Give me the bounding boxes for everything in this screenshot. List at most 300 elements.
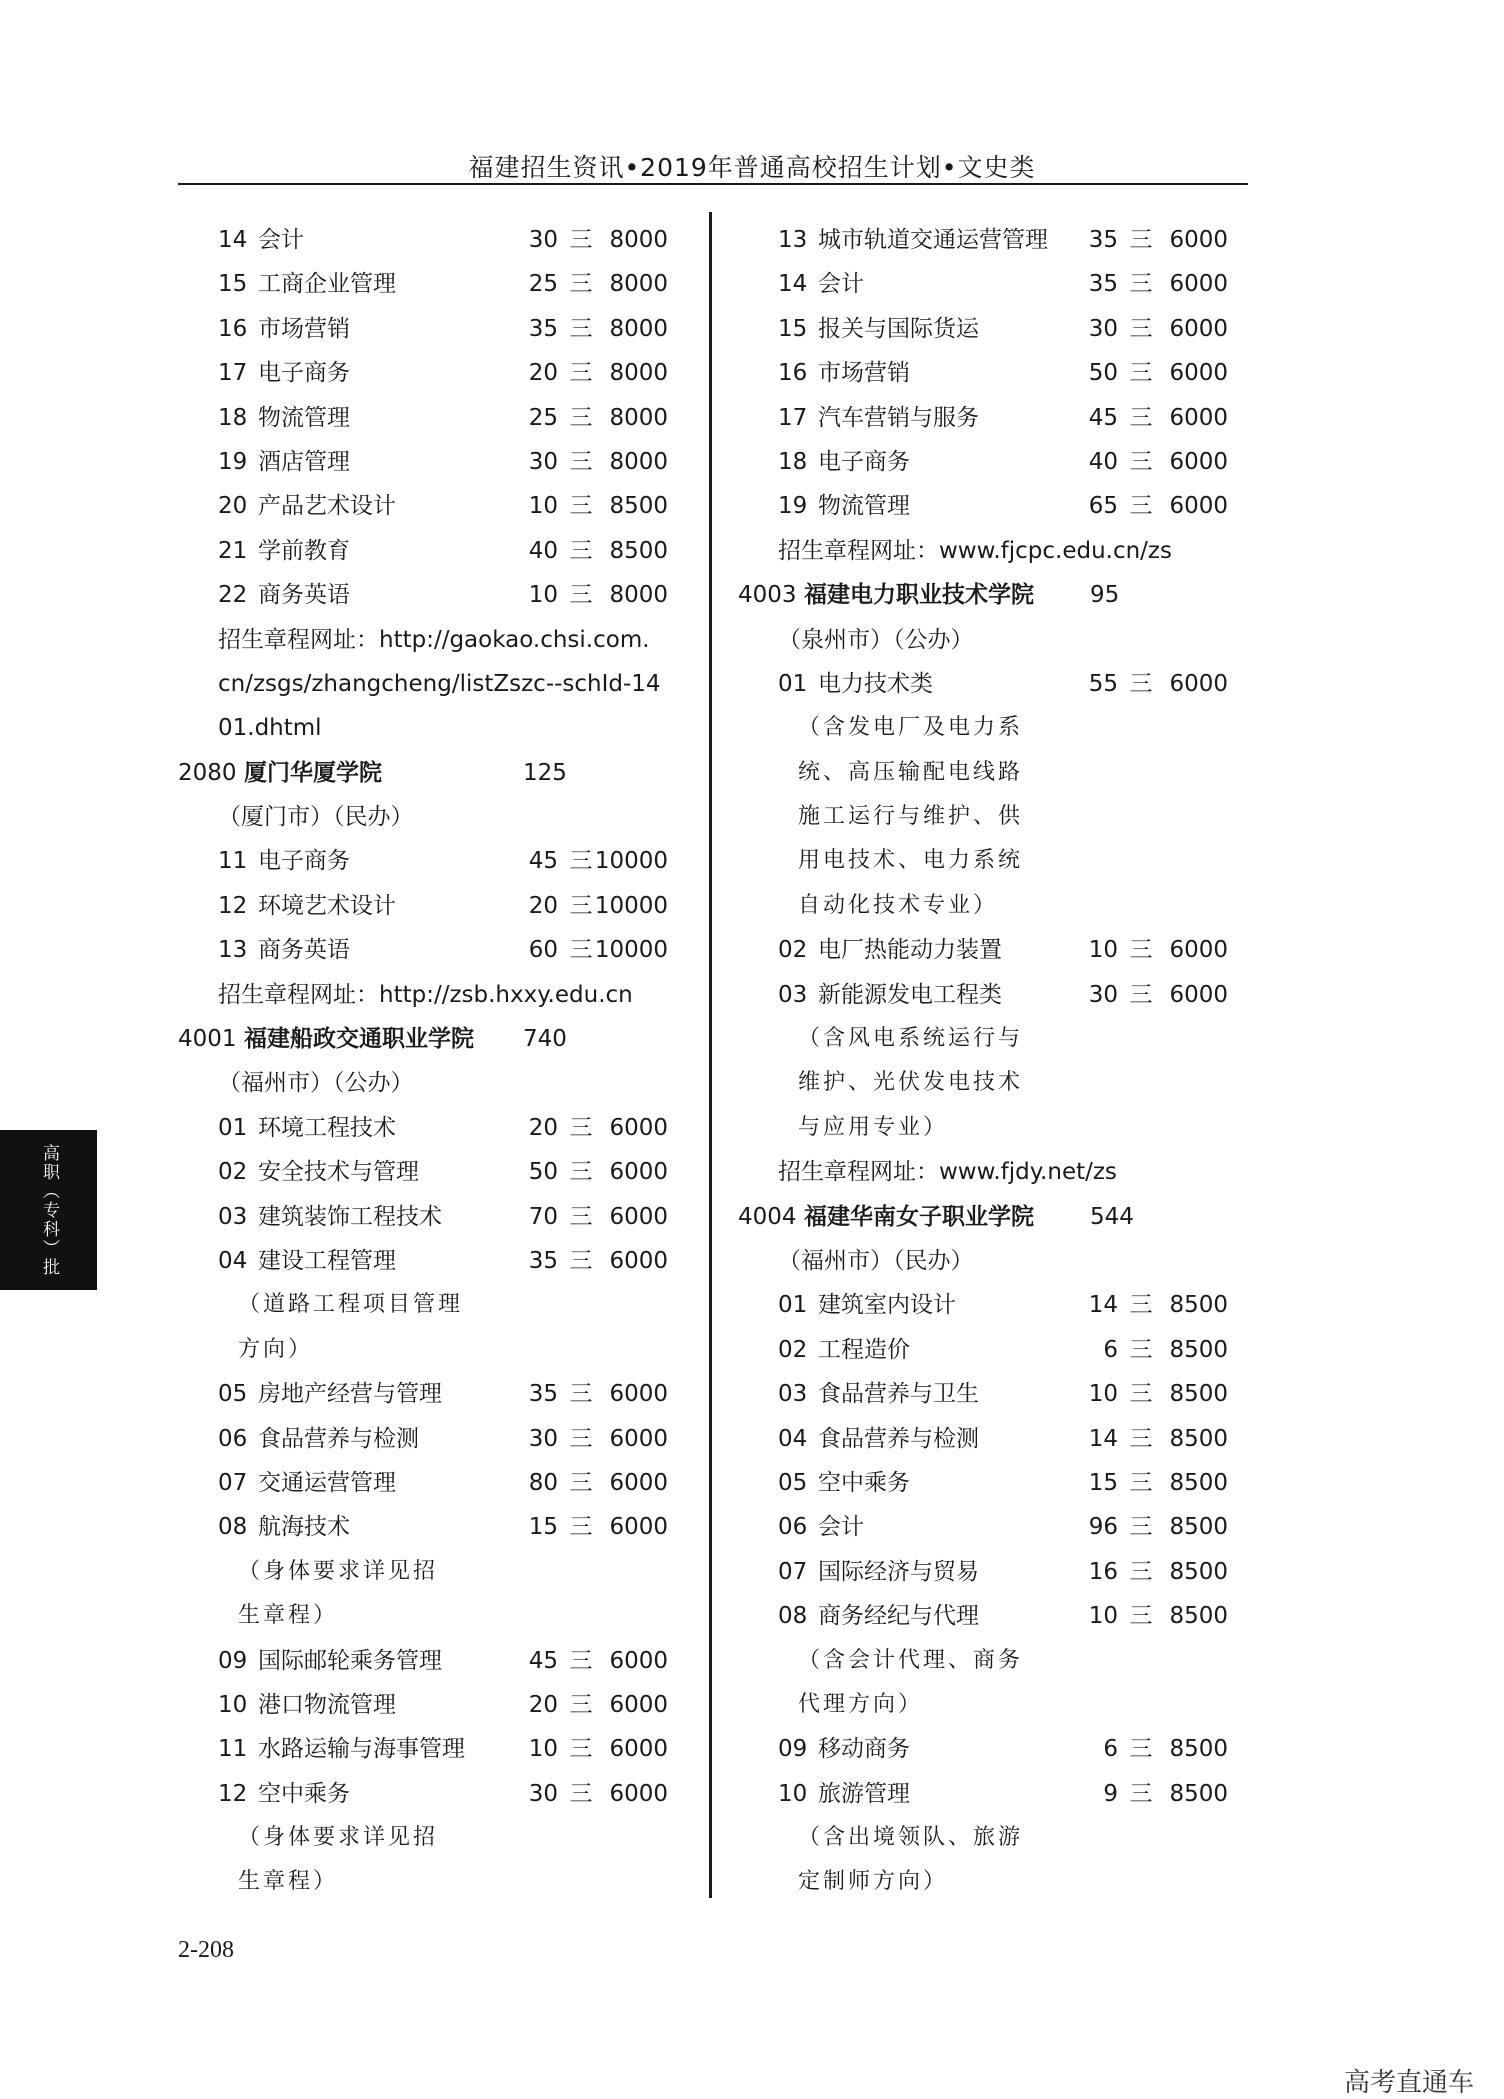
tuition-fee: 8500 (1169, 1469, 1228, 1496)
info-row (738, 1150, 1238, 1194)
major-name: 会计 (818, 1514, 864, 1541)
info-row (178, 1061, 678, 1105)
tuition-fee: 6000 (609, 1514, 668, 1541)
major-code: 02 (778, 1336, 808, 1363)
tuition-fee: 6000 (609, 1780, 668, 1807)
major-name: 物流管理 (818, 493, 910, 520)
plan-count: 45 (528, 1647, 558, 1674)
study-years: 三 (569, 1736, 593, 1763)
tuition-fee: 6000 (609, 1647, 668, 1674)
major-name: 电子商务 (258, 360, 350, 387)
major-code: 22 (218, 582, 248, 609)
major-name: 商务经纪与代理 (818, 1603, 979, 1630)
info-text: 01.dhtml (218, 715, 322, 742)
plan-count: 10 (528, 1736, 558, 1763)
plan-count: 55 (1088, 670, 1118, 697)
info-row (178, 706, 678, 750)
major-name: 市场营销 (818, 360, 910, 387)
school-name: 福建华南女子职业学院 (804, 1203, 1034, 1230)
info-row (738, 529, 1238, 573)
major-code: 20 (218, 493, 248, 520)
study-years: 三 (569, 493, 593, 520)
study-years: 三 (1129, 1336, 1153, 1363)
watermark-text: 高考直通车 (1343, 2068, 1474, 2098)
major-name: 产品艺术设计 (258, 493, 396, 520)
major-note: 与应用专业） (798, 1114, 949, 1140)
info-text: （福州市）（公办） (218, 1070, 414, 1097)
major-code: 09 (218, 1647, 248, 1674)
school-total: 95 (1090, 582, 1120, 609)
study-years: 三 (569, 360, 593, 387)
study-years: 三 (1129, 493, 1153, 520)
study-years: 三 (569, 1780, 593, 1807)
major-name: 商务英语 (258, 582, 350, 609)
major-code: 16 (218, 315, 248, 342)
school-row (178, 1017, 678, 1061)
major-note: 代理方向） (798, 1691, 924, 1717)
info-text: （厦门市）（民办） (218, 804, 414, 831)
major-code: 15 (218, 271, 248, 298)
tuition-fee: 8500 (1169, 1780, 1228, 1807)
tuition-fee: 6000 (1169, 981, 1228, 1008)
major-name: 城市轨道交通运营管理 (818, 227, 1048, 253)
info-row (178, 973, 678, 1017)
major-name: 移动商务 (818, 1736, 910, 1763)
major-row (178, 307, 678, 351)
major-code: 07 (778, 1558, 808, 1585)
major-code: 03 (218, 1203, 248, 1230)
school-row (738, 1195, 1238, 1239)
plan-count: 6 (1103, 1736, 1118, 1763)
study-years: 三 (1129, 1780, 1153, 1807)
major-row (178, 351, 678, 395)
major-note: （道路工程项目管理 (238, 1292, 464, 1318)
note-row (738, 884, 1238, 928)
major-code: 01 (778, 670, 808, 697)
major-row (178, 1417, 678, 1461)
plan-count: 96 (1088, 1514, 1118, 1541)
plan-count: 45 (528, 848, 558, 875)
school-row (738, 573, 1238, 617)
plan-count: 10 (1088, 1603, 1118, 1630)
major-name: 建设工程管理 (258, 1247, 396, 1274)
major-row (738, 1283, 1238, 1327)
major-note: （含风电系统运行与 (798, 1026, 1024, 1052)
note-row (738, 795, 1238, 839)
plan-count: 15 (1088, 1469, 1118, 1496)
major-code: 02 (218, 1159, 248, 1186)
major-name: 市场营销 (258, 315, 350, 342)
tuition-fee: 6000 (609, 1114, 668, 1141)
major-code: 10 (778, 1780, 808, 1807)
major-name: 电子商务 (818, 448, 910, 475)
tuition-fee: 6000 (609, 1203, 668, 1230)
tuition-fee: 6000 (609, 1159, 668, 1186)
plan-count: 10 (528, 582, 558, 609)
plan-count: 20 (528, 360, 558, 387)
study-years: 三 (1129, 1736, 1153, 1763)
major-row (178, 1727, 678, 1771)
major-code: 03 (778, 1381, 808, 1408)
plan-count: 35 (1088, 227, 1118, 253)
major-name: 食品营养与检测 (258, 1425, 419, 1452)
note-row (738, 1639, 1238, 1683)
plan-count: 16 (1088, 1558, 1118, 1585)
major-row (178, 529, 678, 573)
major-note: 定制师方向） (798, 1869, 949, 1895)
tuition-fee: 8000 (609, 404, 668, 431)
plan-count: 35 (528, 315, 558, 342)
school-total: 125 (523, 759, 567, 786)
note-row (738, 839, 1238, 883)
major-code: 08 (218, 1514, 248, 1541)
page-header-title: 福建招生资讯•2019年普通高校招生计划•文史类 (468, 153, 1036, 182)
major-name: 商务英语 (258, 937, 350, 964)
major-row (738, 1772, 1238, 1816)
tuition-fee: 8500 (1169, 1514, 1228, 1541)
info-row (738, 618, 1238, 662)
major-code: 14 (778, 271, 808, 298)
study-years: 三 (1129, 1558, 1153, 1585)
plan-count: 35 (528, 1381, 558, 1408)
tuition-fee: 8500 (1169, 1603, 1228, 1630)
plan-count: 30 (528, 1780, 558, 1807)
plan-count: 9 (1103, 1780, 1118, 1807)
plan-count: 30 (1088, 315, 1118, 342)
tuition-fee: 8500 (1169, 1736, 1228, 1763)
tuition-fee: 8000 (609, 360, 668, 387)
major-name: 酒店管理 (258, 448, 350, 475)
major-row (178, 573, 678, 617)
major-row (738, 1417, 1238, 1461)
note-row (738, 751, 1238, 795)
section-side-tab: 高职（专科）批 (0, 1130, 97, 1290)
major-name: 空中乘务 (818, 1469, 910, 1496)
major-code: 15 (778, 315, 808, 342)
plan-count: 60 (528, 937, 558, 964)
note-row (178, 1328, 678, 1372)
study-years: 三 (1129, 1469, 1153, 1496)
major-code: 08 (778, 1603, 808, 1630)
study-years: 三 (1129, 315, 1153, 342)
major-name: 环境艺术设计 (258, 892, 396, 919)
study-years: 三 (1129, 404, 1153, 431)
major-name: 交通运营管理 (258, 1469, 396, 1496)
tuition-fee: 6000 (1169, 448, 1228, 475)
major-code: 11 (218, 1736, 248, 1763)
major-code: 07 (218, 1469, 248, 1496)
study-years: 三 (569, 404, 593, 431)
tuition-fee: 6000 (609, 1469, 668, 1496)
major-code: 09 (778, 1736, 808, 1763)
tuition-fee: 8000 (609, 448, 668, 475)
info-text: cn/zsgs/zhangcheng/listZszc--schId-14 (218, 670, 661, 697)
major-note: （含发电厂及电力系 (798, 715, 1024, 741)
study-years: 三 (1129, 360, 1153, 387)
note-row (738, 1816, 1238, 1860)
major-code: 01 (218, 1114, 248, 1141)
study-years: 三 (1129, 937, 1153, 964)
note-row (178, 1816, 678, 1860)
major-note: 生章程） (238, 1603, 339, 1629)
major-code: 12 (218, 892, 248, 919)
plan-count: 35 (1088, 271, 1118, 298)
plan-count: 20 (528, 892, 558, 919)
major-name: 电力技术类 (818, 670, 933, 697)
major-row (178, 1505, 678, 1549)
major-row (178, 262, 678, 306)
info-row (178, 618, 678, 662)
major-note: 用电技术、电力系统 (798, 848, 1024, 874)
tuition-fee: 6000 (609, 1381, 668, 1408)
study-years: 三 (569, 1691, 593, 1718)
major-note: （身体要求详见招 (238, 1558, 439, 1584)
major-row (178, 1372, 678, 1416)
major-row (178, 1461, 678, 1505)
info-text: 招生章程网址：www.fjcpc.edu.cn/zs (778, 537, 1172, 564)
major-code: 14 (218, 227, 248, 253)
tuition-fee: 6000 (1169, 670, 1228, 697)
plan-count: 65 (1088, 493, 1118, 520)
major-name: 电厂热能动力装置 (818, 937, 1002, 964)
info-text: 招生章程网址：http://zsb.hxxy.edu.cn (218, 981, 633, 1008)
major-code: 21 (218, 537, 248, 564)
plan-count: 35 (528, 1247, 558, 1274)
study-years: 三 (569, 315, 593, 342)
major-code: 05 (778, 1469, 808, 1496)
study-years: 三 (569, 1647, 593, 1674)
tuition-fee: 6000 (1169, 271, 1228, 298)
study-years: 三 (569, 271, 593, 298)
study-years: 三 (1129, 1603, 1153, 1630)
plan-count: 14 (1088, 1292, 1118, 1319)
major-name: 房地产经营与管理 (258, 1381, 442, 1408)
plan-count: 30 (528, 227, 558, 253)
plan-count: 40 (528, 537, 558, 564)
major-name: 食品营养与卫生 (818, 1381, 979, 1408)
info-row (178, 662, 678, 706)
study-years: 三 (1129, 227, 1153, 253)
major-row (178, 218, 678, 262)
tuition-fee: 6000 (1169, 937, 1228, 964)
study-years: 三 (569, 1247, 593, 1274)
tuition-fee: 6000 (1169, 227, 1228, 253)
tuition-fee: 8500 (609, 537, 668, 564)
major-name: 建筑装饰工程技术 (258, 1203, 442, 1230)
major-row (738, 1727, 1238, 1771)
school-code: 4001 (178, 1026, 237, 1053)
major-code: 04 (218, 1247, 248, 1274)
plan-count: 20 (528, 1691, 558, 1718)
major-row (178, 1683, 678, 1727)
major-row (178, 440, 678, 484)
major-row (738, 396, 1238, 440)
info-text: 招生章程网址：http://gaokao.chsi.com. (218, 626, 650, 653)
study-years: 三 (1129, 1292, 1153, 1319)
tuition-fee: 8500 (1169, 1558, 1228, 1585)
plan-count: 50 (1088, 360, 1118, 387)
tuition-fee: 8500 (1169, 1292, 1228, 1319)
study-years: 三 (569, 1381, 593, 1408)
note-row (178, 1283, 678, 1327)
major-note: 方向） (238, 1336, 314, 1362)
info-text: （福州市）（民办） (778, 1247, 974, 1274)
major-name: 工程造价 (818, 1336, 910, 1363)
major-code: 02 (778, 937, 808, 964)
major-row (738, 440, 1238, 484)
info-row (738, 1239, 1238, 1283)
major-name: 工商企业管理 (258, 271, 396, 298)
major-code: 18 (778, 448, 808, 475)
study-years: 三 (569, 848, 593, 875)
major-row (178, 1106, 678, 1150)
major-note: 生章程） (238, 1869, 339, 1895)
column-divider (709, 212, 712, 1898)
school-code: 4003 (738, 582, 797, 609)
school-total: 740 (523, 1026, 567, 1053)
tuition-fee: 8500 (609, 493, 668, 520)
study-years: 三 (569, 1159, 593, 1186)
tuition-fee: 8000 (609, 315, 668, 342)
major-note: 统、高压输配电线路 (798, 759, 1024, 785)
note-row (738, 1860, 1238, 1904)
major-name: 空中乘务 (258, 1780, 350, 1807)
major-code: 03 (778, 981, 808, 1008)
major-name: 物流管理 (258, 404, 350, 431)
tuition-fee: 10000 (594, 937, 668, 964)
tuition-fee: 6000 (1169, 360, 1228, 387)
major-row (738, 1550, 1238, 1594)
info-row (178, 795, 678, 839)
study-years: 三 (569, 1514, 593, 1541)
plan-count: 25 (528, 271, 558, 298)
plan-count: 10 (1088, 1381, 1118, 1408)
note-row (738, 706, 1238, 750)
info-text: 招生章程网址：www.fjdy.net/zs (778, 1159, 1117, 1186)
left-column (178, 218, 678, 1905)
major-code: 19 (218, 448, 248, 475)
tuition-fee: 8500 (1169, 1381, 1228, 1408)
plan-count: 40 (1088, 448, 1118, 475)
major-row (738, 218, 1238, 262)
major-code: 06 (218, 1425, 248, 1452)
major-row (738, 1594, 1238, 1638)
study-years: 三 (569, 937, 593, 964)
note-row (178, 1594, 678, 1638)
major-name: 安全技术与管理 (258, 1159, 419, 1186)
plan-count: 6 (1103, 1336, 1118, 1363)
school-row (178, 751, 678, 795)
major-code: 10 (218, 1691, 248, 1718)
major-name: 食品营养与检测 (818, 1425, 979, 1452)
major-row (178, 884, 678, 928)
major-code: 17 (778, 404, 808, 431)
major-row (738, 1328, 1238, 1372)
tuition-fee: 6000 (609, 1425, 668, 1452)
major-name: 国际邮轮乘务管理 (258, 1647, 442, 1674)
study-years: 三 (1129, 670, 1153, 697)
major-note: 维护、光伏发电技术 (798, 1070, 1024, 1096)
major-code: 18 (218, 404, 248, 431)
major-row (738, 1461, 1238, 1505)
major-row (738, 307, 1238, 351)
header-rule (178, 183, 1248, 185)
major-row (738, 1372, 1238, 1416)
study-years: 三 (569, 892, 593, 919)
tuition-fee: 8000 (609, 582, 668, 609)
major-name: 会计 (258, 227, 304, 253)
school-name: 厦门华厦学院 (244, 759, 382, 786)
plan-count: 45 (1088, 404, 1118, 431)
study-years: 三 (1129, 448, 1153, 475)
major-name: 国际经济与贸易 (818, 1558, 979, 1585)
major-row (738, 1505, 1238, 1549)
major-name: 新能源发电工程类 (818, 981, 1002, 1008)
study-years: 三 (569, 448, 593, 475)
study-years: 三 (569, 1203, 593, 1230)
major-name: 旅游管理 (818, 1780, 910, 1807)
tuition-fee: 8000 (609, 271, 668, 298)
major-row (738, 351, 1238, 395)
school-total: 544 (1090, 1203, 1134, 1230)
major-row (178, 396, 678, 440)
school-code: 2080 (178, 759, 237, 786)
major-code: 13 (218, 937, 248, 964)
major-name: 建筑室内设计 (818, 1292, 956, 1319)
major-note: 自动化技术专业） (798, 892, 999, 918)
tuition-fee: 10000 (594, 892, 668, 919)
major-row (178, 484, 678, 528)
study-years: 三 (569, 1114, 593, 1141)
study-years: 三 (1129, 271, 1153, 298)
major-note: （身体要求详见招 (238, 1825, 439, 1851)
major-name: 水路运输与海事管理 (258, 1736, 465, 1763)
major-row (738, 973, 1238, 1017)
note-row (738, 1683, 1238, 1727)
study-years: 三 (1129, 1514, 1153, 1541)
tuition-fee: 10000 (594, 848, 668, 875)
study-years: 三 (569, 227, 593, 253)
major-row (738, 484, 1238, 528)
major-row (178, 1639, 678, 1683)
note-row (178, 1550, 678, 1594)
major-row (178, 1772, 678, 1816)
major-name: 电子商务 (258, 848, 350, 875)
major-code: 19 (778, 493, 808, 520)
major-row (738, 262, 1238, 306)
note-row (738, 1106, 1238, 1150)
plan-count: 30 (528, 1425, 558, 1452)
study-years: 三 (569, 582, 593, 609)
plan-count: 25 (528, 404, 558, 431)
school-code: 4004 (738, 1203, 797, 1230)
major-code: 12 (218, 1780, 248, 1807)
major-code: 06 (778, 1514, 808, 1541)
tuition-fee: 8000 (609, 227, 668, 253)
major-note: 施工运行与维护、供 (798, 804, 1024, 830)
tuition-fee: 6000 (609, 1247, 668, 1274)
major-name: 港口物流管理 (258, 1691, 396, 1718)
school-name: 福建电力职业技术学院 (804, 582, 1034, 609)
major-row (178, 928, 678, 972)
study-years: 三 (569, 1425, 593, 1452)
tuition-fee: 6000 (1169, 404, 1228, 431)
study-years: 三 (569, 537, 593, 564)
note-row (178, 1860, 678, 1904)
tuition-fee: 6000 (1169, 493, 1228, 520)
plan-count: 50 (528, 1159, 558, 1186)
plan-count: 10 (528, 493, 558, 520)
